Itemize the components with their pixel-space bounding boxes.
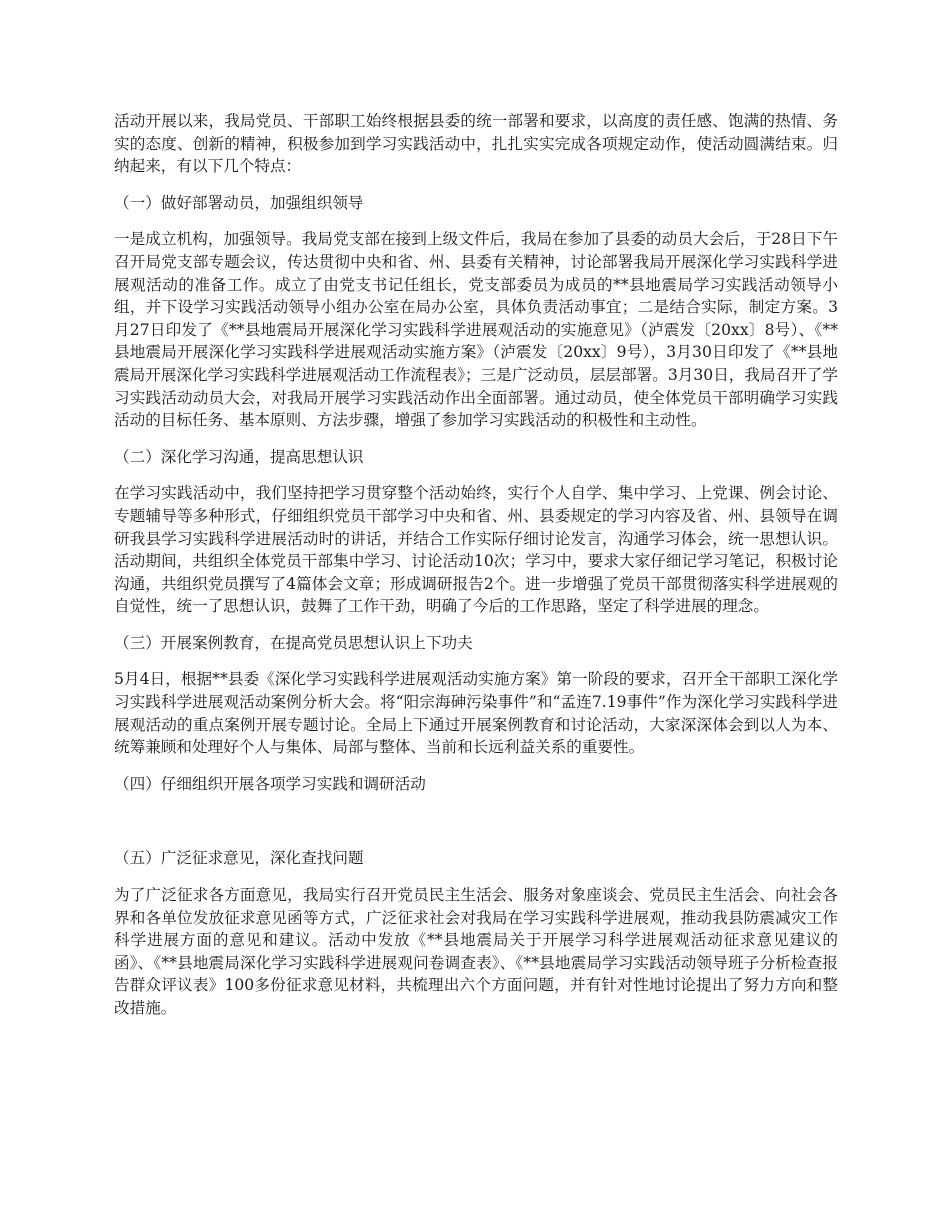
- section-5-heading: （五）广泛征求意见，深化查找问题: [114, 849, 364, 868]
- section-1-heading: （一）做好部署动员，加强组织领导: [114, 193, 364, 212]
- section-3-heading: （三）开展案例教育，在提高党员思想认识上下功夫: [114, 633, 473, 652]
- section-3-body: 5月4日，根据**县委《深化学习实践科学进展观活动实施方案》第一阶段的要求，召开全干部职工深化学习实践科学进展观活动案例分析大会。将“阳宗海砷污染事件”和“孟连7.19事件”作为深化学习实践科学进展观活动的重点案例开展专题讨论。全局上下通过开展案例教育和讨论活动，大家深深体会到以人为本、统筹兼顾和处理好个人与集体、局部与整体、当前和长远利益关系的重要性。: [114, 670, 838, 757]
- section-2-body: 在学习实践活动中，我们坚持把学习贯穿整个活动始终，实行个人自学、集中学习、上党课、例会讨论、专题辅导等多种形式，仔细组织党员干部学习中央和省、州、县委规定的学习内容及省、州、县领导在调研我县学习实践科学进展活动时的讲话，并结合工作实际仔细讨论发言，沟通学习体会，统一思想认识。活动期间，共组织全体党员干部集中学习、讨论活动10次；学习中，要求大家仔细记学习笔记，积极讨论沟通，共组织党员撰写了4篇体会文章；形成调研报告2个。进一步增强了党员干部贯彻落实科学进展观的自觉性，统一了思想认识，鼓舞了工作干劲，明确了今后的工作思路，坚定了科学进展的理念。: [114, 484, 838, 616]
- section-4-heading: （四）仔细组织开展各项学习实践和调研活动: [114, 774, 426, 793]
- section-2-heading: （二）深化学习沟通，提高思想认识: [114, 447, 364, 466]
- section-5-body: 为了广泛征求各方面意见，我局实行召开党员民主生活会、服务对象座谈会、党员民主生活会、向社会各界和各单位发放征求意见函等方式，广泛征求社会对我局在学习实践科学进展观，推动我县防震减灾工作科学进展方面的意见和建议。活动中发放《**县地震局关于开展学习科学进展观活动征求意见建议的函》、《**县地震局深化学习实践科学进展观问卷调查表》、《**县地震局学习实践活动领导班子分析检查报告群众评议表》100多份征求意见材料，共梳理出六个方面问题，并有针对性地讨论提出了努力方向和整改措施。: [114, 886, 838, 1017]
- intro-paragraph: 活动开展以来，我局党员、干部职工始终根据县委的统一部署和要求，以高度的责任感、饱满的热情、务实的态度、创新的精神，积极参加到学习实践活动中，扎扎实实完成各项规定动作，使活动圆满结束。归纳起来，有以下几个特点：: [114, 112, 838, 176]
- section-1-body: 一是成立机构，加强领导。我局党支部在接到上级文件后，我局在参加了县委的动员大会后，于28日下午召开局党支部专题会议，传达贯彻中央和省、州、县委有关精神，讨论部署我局开展深化学习实践科学进展观活动的准备工作。成立了由党支书记任组长，党支部委员为成员的**县地震局学习实践活动领导小组，并下设学习实践活动领导小组办公室在局办公室，具体负责活动事宜；二是结合实际，制定方案。3月27日印发了《**县地震局开展深化学习实践科学进展观活动的实施意见》（泸震发〔20xx〕8号）、《**县地震局开展深化学习实践科学进展观活动实施方案》（泸震发〔20xx〕9号），3月30日印发了《**县地震局开展深化学习实践科学进展观活动工作流程表》；三是广泛动员，层层部署。3月30日，我局召开了学习实践活动动员大会，对我局开展学习实践活动作出全面部署。通过动员，使全体党员干部明确学习实践活动的目标任务、基本原则、方法步骤，增强了参加学习实践活动的积极性和主动性。: [114, 230, 838, 430]
- section-4-empty-body: [114, 809, 838, 847]
